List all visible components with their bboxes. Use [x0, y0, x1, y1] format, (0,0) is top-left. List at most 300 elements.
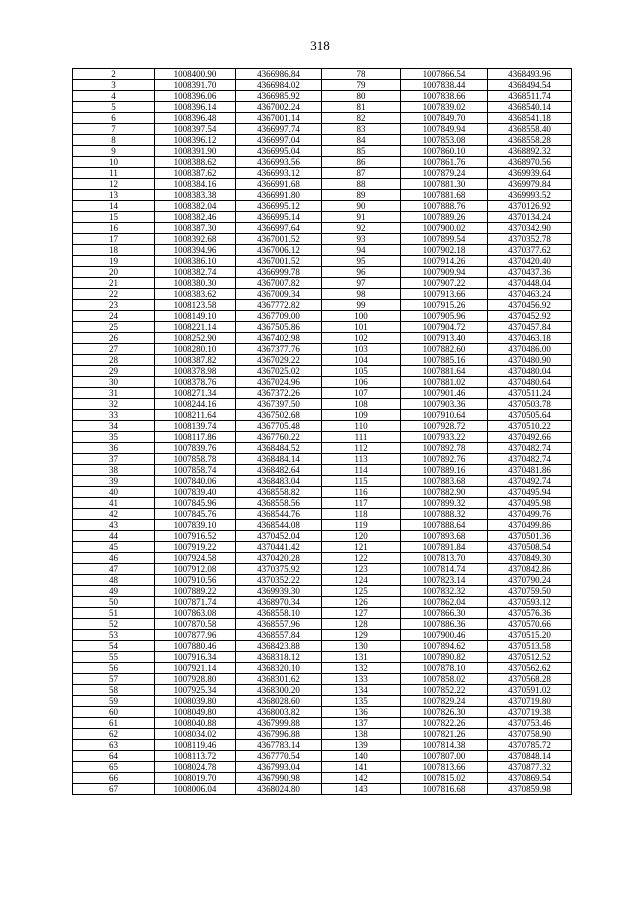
x-coordinate-left: 1007880.46: [155, 641, 236, 652]
table-row: [73, 641, 572, 652]
y-coordinate-left: 4368301.62: [236, 674, 322, 685]
x-coordinate-right: 1007860.10: [401, 146, 488, 157]
x-coordinate-right: 1007866.30: [401, 608, 488, 619]
point-number-left: 53: [73, 630, 155, 641]
table-row: [73, 344, 572, 355]
y-coordinate-left: 4367996.88: [236, 729, 322, 740]
point-number-right: 85: [322, 146, 401, 157]
x-coordinate-left: 1008387.82: [155, 355, 236, 366]
x-coordinate-left: 1008149.10: [155, 311, 236, 322]
y-coordinate-right: 4370501.36: [488, 531, 572, 542]
point-number-right: 133: [322, 674, 401, 685]
x-coordinate-left: 1008386.10: [155, 256, 236, 267]
y-coordinate-left: 4366991.80: [236, 190, 322, 201]
y-coordinate-left: 4368423.88: [236, 641, 322, 652]
x-coordinate-right: 1007928.72: [401, 421, 488, 432]
point-number-right: 109: [322, 410, 401, 421]
x-coordinate-right: 1007822.26: [401, 718, 488, 729]
point-number-right: 140: [322, 751, 401, 762]
x-coordinate-right: 1007881.68: [401, 190, 488, 201]
table-row: [73, 542, 572, 553]
y-coordinate-right: 4370456.92: [488, 300, 572, 311]
y-coordinate-left: 4367001.52: [236, 256, 322, 267]
y-coordinate-left: 4367709.00: [236, 311, 322, 322]
y-coordinate-right: 4370505.64: [488, 410, 572, 421]
point-number-left: 64: [73, 751, 155, 762]
y-coordinate-left: 4368558.56: [236, 498, 322, 509]
x-coordinate-right: 1007883.68: [401, 476, 488, 487]
y-coordinate-left: 4368970.34: [236, 597, 322, 608]
y-coordinate-right: 4370790.24: [488, 575, 572, 586]
y-coordinate-right: 4368494.54: [488, 80, 572, 91]
y-coordinate-left: 4367025.02: [236, 366, 322, 377]
x-coordinate-left: 1008378.76: [155, 377, 236, 388]
table-row: [73, 443, 572, 454]
point-number-left: 66: [73, 773, 155, 784]
y-coordinate-left: 4367772.82: [236, 300, 322, 311]
point-number-left: 22: [73, 289, 155, 300]
table-row: [73, 157, 572, 168]
y-coordinate-right: 4370495.94: [488, 487, 572, 498]
point-number-right: 80: [322, 91, 401, 102]
y-coordinate-left: 4366993.12: [236, 168, 322, 179]
x-coordinate-right: 1007814.38: [401, 740, 488, 751]
x-coordinate-right: 1007914.26: [401, 256, 488, 267]
y-coordinate-right: 4370352.78: [488, 234, 572, 245]
point-number-left: 30: [73, 377, 155, 388]
y-coordinate-left: 4368028.60: [236, 696, 322, 707]
point-number-left: 61: [73, 718, 155, 729]
x-coordinate-right: 1007933.22: [401, 432, 488, 443]
y-coordinate-left: 4368003.82: [236, 707, 322, 718]
x-coordinate-left: 1008211.64: [155, 410, 236, 421]
page-number: 318: [310, 38, 330, 53]
point-number-left: 4: [73, 91, 155, 102]
y-coordinate-right: 4370869.54: [488, 773, 572, 784]
table-row: [73, 245, 572, 256]
x-coordinate-right: 1007826.30: [401, 707, 488, 718]
y-coordinate-right: 4370481.86: [488, 465, 572, 476]
point-number-right: 123: [322, 564, 401, 575]
point-number-left: 46: [73, 553, 155, 564]
point-number-right: 141: [322, 762, 401, 773]
x-coordinate-left: 1007863.08: [155, 608, 236, 619]
point-number-left: 59: [73, 696, 155, 707]
x-coordinate-right: 1007913.40: [401, 333, 488, 344]
point-number-left: 7: [73, 124, 155, 135]
point-number-left: 12: [73, 179, 155, 190]
x-coordinate-right: 1007852.22: [401, 685, 488, 696]
point-number-right: 91: [322, 212, 401, 223]
table-row: [73, 333, 572, 344]
y-coordinate-left: 4366991.68: [236, 179, 322, 190]
x-coordinate-left: 1007845.76: [155, 509, 236, 520]
x-coordinate-right: 1007813.70: [401, 553, 488, 564]
x-coordinate-right: 1007885.16: [401, 355, 488, 366]
point-number-right: 135: [322, 696, 401, 707]
x-coordinate-left: 1008394.96: [155, 245, 236, 256]
y-coordinate-left: 4368024.80: [236, 784, 322, 795]
y-coordinate-left: 4367009.34: [236, 289, 322, 300]
point-number-left: 62: [73, 729, 155, 740]
x-coordinate-right: 1007894.62: [401, 641, 488, 652]
point-number-right: 136: [322, 707, 401, 718]
y-coordinate-left: 4370441.42: [236, 542, 322, 553]
y-coordinate-right: 4368541.18: [488, 113, 572, 124]
table-row: [73, 674, 572, 685]
x-coordinate-right: 1007889.26: [401, 212, 488, 223]
table-row: [73, 179, 572, 190]
y-coordinate-right: 4370342.90: [488, 223, 572, 234]
table-row: [73, 223, 572, 234]
point-number-left: 6: [73, 113, 155, 124]
x-coordinate-right: 1007813.66: [401, 762, 488, 773]
table-row: [73, 311, 572, 322]
x-coordinate-left: 1008024.78: [155, 762, 236, 773]
x-coordinate-right: 1007910.64: [401, 410, 488, 421]
point-number-left: 17: [73, 234, 155, 245]
x-coordinate-left: 1007916.34: [155, 652, 236, 663]
x-coordinate-left: 1007877.96: [155, 630, 236, 641]
y-coordinate-right: 4370562.62: [488, 663, 572, 674]
y-coordinate-right: 4370576.36: [488, 608, 572, 619]
x-coordinate-right: 1007881.30: [401, 179, 488, 190]
x-coordinate-right: 1007861.76: [401, 157, 488, 168]
table-row: [73, 762, 572, 773]
point-number-left: 28: [73, 355, 155, 366]
point-number-right: 98: [322, 289, 401, 300]
x-coordinate-right: 1007888.64: [401, 520, 488, 531]
x-coordinate-right: 1007882.90: [401, 487, 488, 498]
x-coordinate-left: 1007928.80: [155, 674, 236, 685]
table-row: [73, 729, 572, 740]
y-coordinate-left: 4366995.12: [236, 201, 322, 212]
x-coordinate-left: 1008387.30: [155, 223, 236, 234]
y-coordinate-right: 4370510.22: [488, 421, 572, 432]
point-number-right: 127: [322, 608, 401, 619]
y-coordinate-right: 4370503.78: [488, 399, 572, 410]
point-number-right: 137: [322, 718, 401, 729]
point-number-left: 45: [73, 542, 155, 553]
x-coordinate-right: 1007823.14: [401, 575, 488, 586]
point-number-right: 132: [322, 663, 401, 674]
table-row: [73, 498, 572, 509]
point-number-right: 90: [322, 201, 401, 212]
point-number-right: 126: [322, 597, 401, 608]
table-row: [73, 751, 572, 762]
x-coordinate-right: 1007892.76: [401, 454, 488, 465]
y-coordinate-right: 4370463.24: [488, 289, 572, 300]
y-coordinate-left: 4367029.22: [236, 355, 322, 366]
point-number-left: 37: [73, 454, 155, 465]
point-number-left: 34: [73, 421, 155, 432]
coordinates-table: [72, 68, 572, 795]
point-number-left: 65: [73, 762, 155, 773]
x-coordinate-right: 1007901.46: [401, 388, 488, 399]
y-coordinate-left: 4366997.04: [236, 135, 322, 146]
y-coordinate-right: 4370495.98: [488, 498, 572, 509]
x-coordinate-right: 1007902.18: [401, 245, 488, 256]
table-row: [73, 322, 572, 333]
y-coordinate-right: 4370758.90: [488, 729, 572, 740]
x-coordinate-left: 1008400.90: [155, 69, 236, 80]
point-number-left: 9: [73, 146, 155, 157]
point-number-left: 11: [73, 168, 155, 179]
y-coordinate-right: 4370512.52: [488, 652, 572, 663]
y-coordinate-right: 4370463.18: [488, 333, 572, 344]
point-number-right: 93: [322, 234, 401, 245]
x-coordinate-left: 1008388.62: [155, 157, 236, 168]
point-number-left: 16: [73, 223, 155, 234]
x-coordinate-right: 1007904.72: [401, 322, 488, 333]
x-coordinate-right: 1007821.26: [401, 729, 488, 740]
point-number-right: 79: [322, 80, 401, 91]
x-coordinate-right: 1007889.16: [401, 465, 488, 476]
point-number-right: 89: [322, 190, 401, 201]
y-coordinate-left: 4367024.96: [236, 377, 322, 388]
y-coordinate-left: 4368544.76: [236, 509, 322, 520]
y-coordinate-left: 4367505.86: [236, 322, 322, 333]
x-coordinate-left: 1007839.40: [155, 487, 236, 498]
point-number-right: 116: [322, 487, 401, 498]
y-coordinate-left: 4367397.50: [236, 399, 322, 410]
x-coordinate-right: 1007913.66: [401, 289, 488, 300]
x-coordinate-left: 1008382.74: [155, 267, 236, 278]
table-row: [73, 553, 572, 564]
x-coordinate-left: 1007839.76: [155, 443, 236, 454]
point-number-left: 49: [73, 586, 155, 597]
x-coordinate-left: 1008397.54: [155, 124, 236, 135]
y-coordinate-left: 4367006.12: [236, 245, 322, 256]
point-number-right: 110: [322, 421, 401, 432]
x-coordinate-right: 1007814.74: [401, 564, 488, 575]
table-row: [73, 454, 572, 465]
point-number-right: 130: [322, 641, 401, 652]
point-number-right: 101: [322, 322, 401, 333]
x-coordinate-left: 1007840.06: [155, 476, 236, 487]
point-number-left: 24: [73, 311, 155, 322]
table-row: [73, 399, 572, 410]
table-row: [73, 421, 572, 432]
x-coordinate-right: 1007866.54: [401, 69, 488, 80]
y-coordinate-left: 4367001.14: [236, 113, 322, 124]
x-coordinate-left: 1008396.06: [155, 91, 236, 102]
y-coordinate-right: 4370499.76: [488, 509, 572, 520]
point-number-left: 42: [73, 509, 155, 520]
x-coordinate-left: 1007839.10: [155, 520, 236, 531]
y-coordinate-right: 4370486.00: [488, 344, 572, 355]
x-coordinate-left: 1008113.72: [155, 751, 236, 762]
y-coordinate-right: 4370759.50: [488, 586, 572, 597]
point-number-left: 27: [73, 344, 155, 355]
x-coordinate-left: 1008117.86: [155, 432, 236, 443]
point-number-left: 40: [73, 487, 155, 498]
x-coordinate-left: 1007871.74: [155, 597, 236, 608]
x-coordinate-right: 1007829.24: [401, 696, 488, 707]
x-coordinate-left: 1008119.46: [155, 740, 236, 751]
point-number-right: 87: [322, 168, 401, 179]
y-coordinate-left: 4367990.98: [236, 773, 322, 784]
x-coordinate-right: 1007849.70: [401, 113, 488, 124]
y-coordinate-right: 4370480.90: [488, 355, 572, 366]
y-coordinate-left: 4368558.10: [236, 608, 322, 619]
table-row: [73, 278, 572, 289]
y-coordinate-left: 4368484.52: [236, 443, 322, 454]
point-number-left: 63: [73, 740, 155, 751]
y-coordinate-left: 4368483.04: [236, 476, 322, 487]
y-coordinate-left: 4369939.30: [236, 586, 322, 597]
point-number-right: 105: [322, 366, 401, 377]
y-coordinate-right: 4370508.54: [488, 542, 572, 553]
point-number-right: 124: [322, 575, 401, 586]
table-row: [73, 465, 572, 476]
x-coordinate-right: 1007815.02: [401, 773, 488, 784]
y-coordinate-right: 4370448.04: [488, 278, 572, 289]
x-coordinate-left: 1007924.58: [155, 553, 236, 564]
x-coordinate-left: 1007921.14: [155, 663, 236, 674]
table-row: [73, 267, 572, 278]
y-coordinate-right: 4370842.86: [488, 564, 572, 575]
point-number-left: 32: [73, 399, 155, 410]
x-coordinate-left: 1008378.98: [155, 366, 236, 377]
table-row: [73, 597, 572, 608]
x-coordinate-right: 1007879.24: [401, 168, 488, 179]
point-number-left: 67: [73, 784, 155, 795]
point-number-right: 122: [322, 553, 401, 564]
table-row: [73, 355, 572, 366]
point-number-left: 48: [73, 575, 155, 586]
table-row: [73, 432, 572, 443]
table-row: [73, 289, 572, 300]
x-coordinate-right: 1007858.02: [401, 674, 488, 685]
y-coordinate-right: 4370492.74: [488, 476, 572, 487]
point-number-left: 52: [73, 619, 155, 630]
table-row: [73, 377, 572, 388]
point-number-left: 19: [73, 256, 155, 267]
y-coordinate-left: 4367502.68: [236, 410, 322, 421]
y-coordinate-right: 4370482.74: [488, 443, 572, 454]
y-coordinate-right: 4370848.14: [488, 751, 572, 762]
point-number-right: 92: [322, 223, 401, 234]
x-coordinate-left: 1008049.80: [155, 707, 236, 718]
y-coordinate-left: 4367002.24: [236, 102, 322, 113]
x-coordinate-left: 1008382.46: [155, 212, 236, 223]
y-coordinate-right: 4370420.40: [488, 256, 572, 267]
table-row: [73, 113, 572, 124]
x-coordinate-left: 1008396.14: [155, 102, 236, 113]
point-number-left: 58: [73, 685, 155, 696]
point-number-right: 131: [322, 652, 401, 663]
x-coordinate-left: 1007889.22: [155, 586, 236, 597]
x-coordinate-left: 1007912.08: [155, 564, 236, 575]
y-coordinate-left: 4367760.22: [236, 432, 322, 443]
point-number-right: 81: [322, 102, 401, 113]
x-coordinate-right: 1007892.78: [401, 443, 488, 454]
point-number-left: 18: [73, 245, 155, 256]
y-coordinate-left: 4370452.04: [236, 531, 322, 542]
x-coordinate-right: 1007862.04: [401, 597, 488, 608]
x-coordinate-right: 1007832.32: [401, 586, 488, 597]
x-coordinate-left: 1008034.02: [155, 729, 236, 740]
point-number-left: 13: [73, 190, 155, 201]
y-coordinate-right: 4370591.02: [488, 685, 572, 696]
table-row: [73, 520, 572, 531]
point-number-right: 134: [322, 685, 401, 696]
y-coordinate-left: 4367377.76: [236, 344, 322, 355]
x-coordinate-right: 1007807.00: [401, 751, 488, 762]
y-coordinate-left: 4366986.84: [236, 69, 322, 80]
y-coordinate-right: 4370511.24: [488, 388, 572, 399]
y-coordinate-left: 4368558.82: [236, 487, 322, 498]
y-coordinate-right: 4368558.40: [488, 124, 572, 135]
table-row: [73, 707, 572, 718]
x-coordinate-left: 1007910.56: [155, 575, 236, 586]
table-row: [73, 102, 572, 113]
point-number-right: 115: [322, 476, 401, 487]
x-coordinate-right: 1007891.84: [401, 542, 488, 553]
x-coordinate-right: 1007888.76: [401, 201, 488, 212]
table-row: [73, 784, 572, 795]
point-number-left: 31: [73, 388, 155, 399]
y-coordinate-left: 4366984.02: [236, 80, 322, 91]
point-number-right: 111: [322, 432, 401, 443]
y-coordinate-right: 4370377.62: [488, 245, 572, 256]
table-row: [73, 190, 572, 201]
x-coordinate-left: 1007925.34: [155, 685, 236, 696]
table-row: [73, 531, 572, 542]
y-coordinate-left: 4368544.08: [236, 520, 322, 531]
table-row: [73, 509, 572, 520]
point-number-left: 60: [73, 707, 155, 718]
x-coordinate-right: 1007838.44: [401, 80, 488, 91]
y-coordinate-right: 4370568.28: [488, 674, 572, 685]
y-coordinate-right: 4369993.52: [488, 190, 572, 201]
point-number-right: 102: [322, 333, 401, 344]
x-coordinate-right: 1007838.66: [401, 91, 488, 102]
coordinates-table-body: [73, 69, 572, 795]
point-number-left: 2: [73, 69, 155, 80]
y-coordinate-right: 4368970.56: [488, 157, 572, 168]
y-coordinate-left: 4367001.52: [236, 234, 322, 245]
point-number-right: 117: [322, 498, 401, 509]
point-number-right: 112: [322, 443, 401, 454]
point-number-left: 57: [73, 674, 155, 685]
point-number-left: 3: [73, 80, 155, 91]
y-coordinate-left: 4368482.64: [236, 465, 322, 476]
y-coordinate-right: 4370719.38: [488, 707, 572, 718]
point-number-left: 20: [73, 267, 155, 278]
x-coordinate-right: 1007886.36: [401, 619, 488, 630]
x-coordinate-left: 1008139.74: [155, 421, 236, 432]
x-coordinate-right: 1007839.02: [401, 102, 488, 113]
x-coordinate-left: 1008244.16: [155, 399, 236, 410]
point-number-left: 35: [73, 432, 155, 443]
x-coordinate-right: 1007878.10: [401, 663, 488, 674]
y-coordinate-right: 4370570.66: [488, 619, 572, 630]
x-coordinate-right: 1007899.54: [401, 234, 488, 245]
x-coordinate-left: 1008221.14: [155, 322, 236, 333]
y-coordinate-right: 4370719.80: [488, 696, 572, 707]
x-coordinate-left: 1008391.90: [155, 146, 236, 157]
point-number-right: 100: [322, 311, 401, 322]
table-row: [73, 388, 572, 399]
y-coordinate-right: 4369939.64: [488, 168, 572, 179]
table-row: [73, 366, 572, 377]
table-row: [73, 256, 572, 267]
point-number-left: 54: [73, 641, 155, 652]
point-number-right: 125: [322, 586, 401, 597]
y-coordinate-right: 4368511.74: [488, 91, 572, 102]
